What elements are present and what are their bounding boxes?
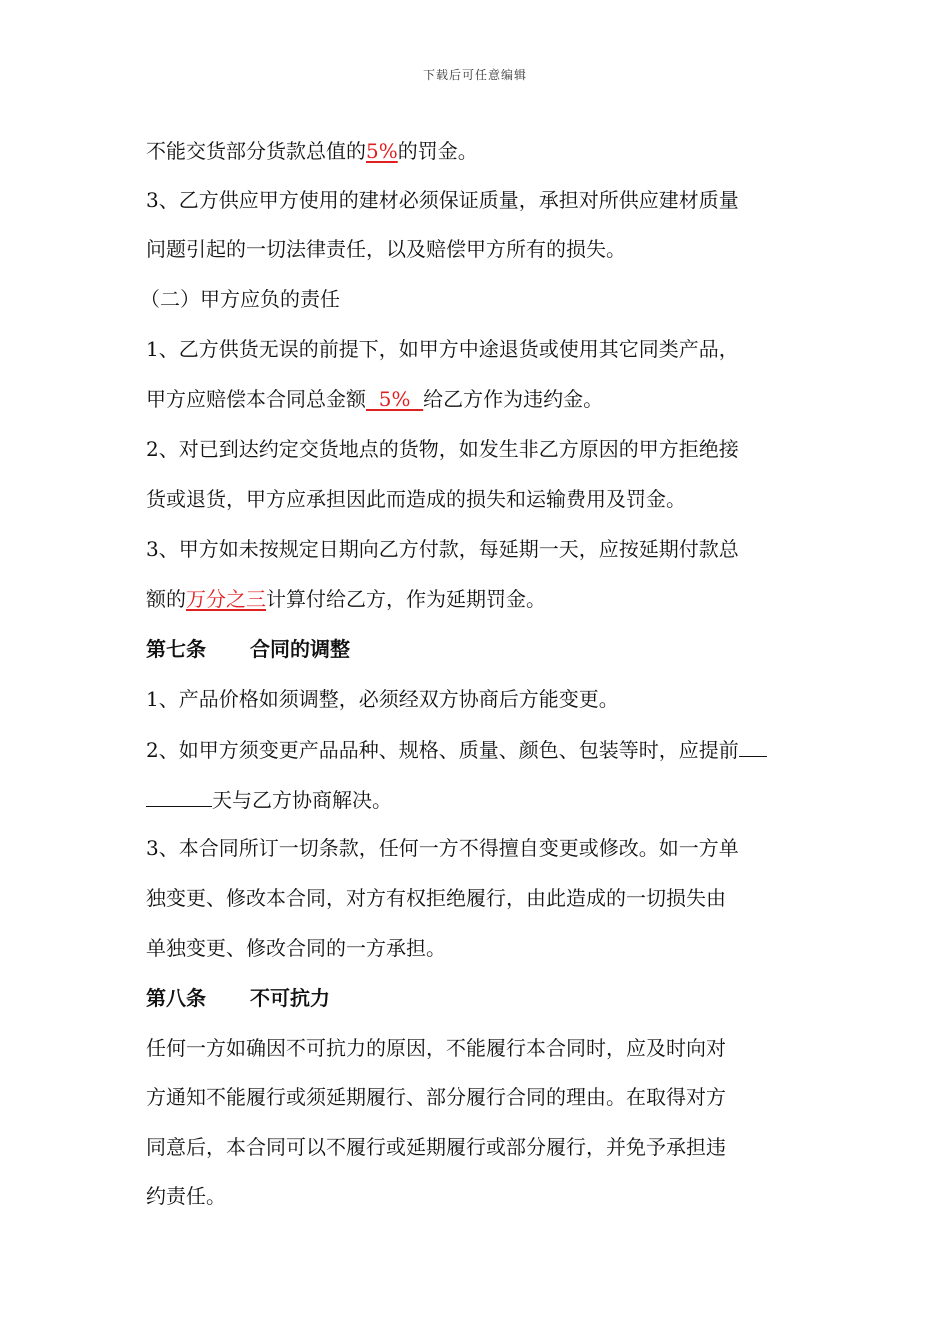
paragraph-line bbox=[146, 386, 603, 412]
paragraph-line bbox=[146, 736, 767, 763]
article-title: 合同的调整 bbox=[250, 637, 350, 661]
blank-field-days-cont bbox=[146, 786, 212, 807]
article-title: 不可抗力 bbox=[250, 986, 330, 1010]
text-segment: 给乙方作为违约金。 bbox=[423, 387, 604, 411]
penalty-rate-highlight: 5% bbox=[366, 139, 398, 163]
paragraph-line bbox=[146, 586, 546, 612]
paragraph-line: 独变更、修改本合同，对方有权拒绝履行，由此造成的一切损失由 bbox=[146, 886, 726, 910]
text-segment: 不能交货部分货款总值的 bbox=[146, 139, 366, 163]
article-heading bbox=[146, 636, 350, 662]
text-segment: 甲方应赔偿本合同总金额 bbox=[146, 387, 366, 411]
text-segment: 计算付给乙方，作为延期罚金。 bbox=[266, 587, 546, 611]
blank-field-days bbox=[739, 736, 767, 757]
text-segment: 天与乙方协商解决。 bbox=[212, 788, 392, 812]
paragraph-line: 3、甲方如未按规定日期向乙方付款，每延期一天，应按延期付款总 bbox=[146, 537, 739, 561]
text-segment: 的罚金。 bbox=[397, 139, 478, 163]
paragraph-line: 1、产品价格如须调整，必须经双方协商后方能变更。 bbox=[146, 687, 619, 711]
article-number: 第七条 bbox=[146, 637, 206, 661]
page-header-note: 下载后可任意编辑 bbox=[422, 68, 527, 82]
article-heading bbox=[146, 985, 330, 1011]
late-fee-rate-highlight: 万分之三 bbox=[186, 587, 266, 611]
paragraph-line bbox=[146, 786, 392, 813]
paragraph-line: 1、乙方供货无误的前提下，如甲方中途退货或使用其它同类产品， bbox=[146, 337, 739, 361]
paragraph-line bbox=[146, 138, 478, 164]
paragraph-line: 3、乙方供应甲方使用的建材必须保证质量，承担对所供应建材质量 bbox=[146, 188, 739, 212]
section-subtitle: （二）甲方应负的责任 bbox=[140, 287, 340, 311]
paragraph-line: 同意后，本合同可以不履行或延期履行或部分履行，并免予承担违 bbox=[146, 1135, 726, 1159]
article-number: 第八条 bbox=[146, 986, 206, 1010]
paragraph-line: 任何一方如确因不可抗力的原因，不能履行本合同时，应及时向对 bbox=[146, 1036, 726, 1060]
text-segment: 2、如甲方须变更产品品种、规格、质量、颜色、包装等时，应提前 bbox=[146, 738, 739, 762]
paragraph-line: 约责任。 bbox=[146, 1184, 226, 1208]
paragraph-line: 方通知不能履行或须延期履行、部分履行合同的理由。在取得对方 bbox=[146, 1085, 726, 1109]
paragraph-line: 2、对已到达约定交货地点的货物，如发生非乙方原因的甲方拒绝接 bbox=[146, 437, 739, 461]
text-segment: 额的 bbox=[146, 587, 186, 611]
penalty-amount-field: 5% bbox=[366, 387, 424, 411]
paragraph-line: 问题引起的一切法律责任，以及赔偿甲方所有的损失。 bbox=[146, 237, 626, 261]
paragraph-line: 单独变更、修改合同的一方承担。 bbox=[146, 936, 446, 960]
paragraph-line: 货或退货，甲方应承担因此而造成的损失和运输费用及罚金。 bbox=[146, 487, 686, 511]
paragraph-line: 3、本合同所订一切条款，任何一方不得擅自变更或修改。如一方单 bbox=[146, 836, 739, 860]
